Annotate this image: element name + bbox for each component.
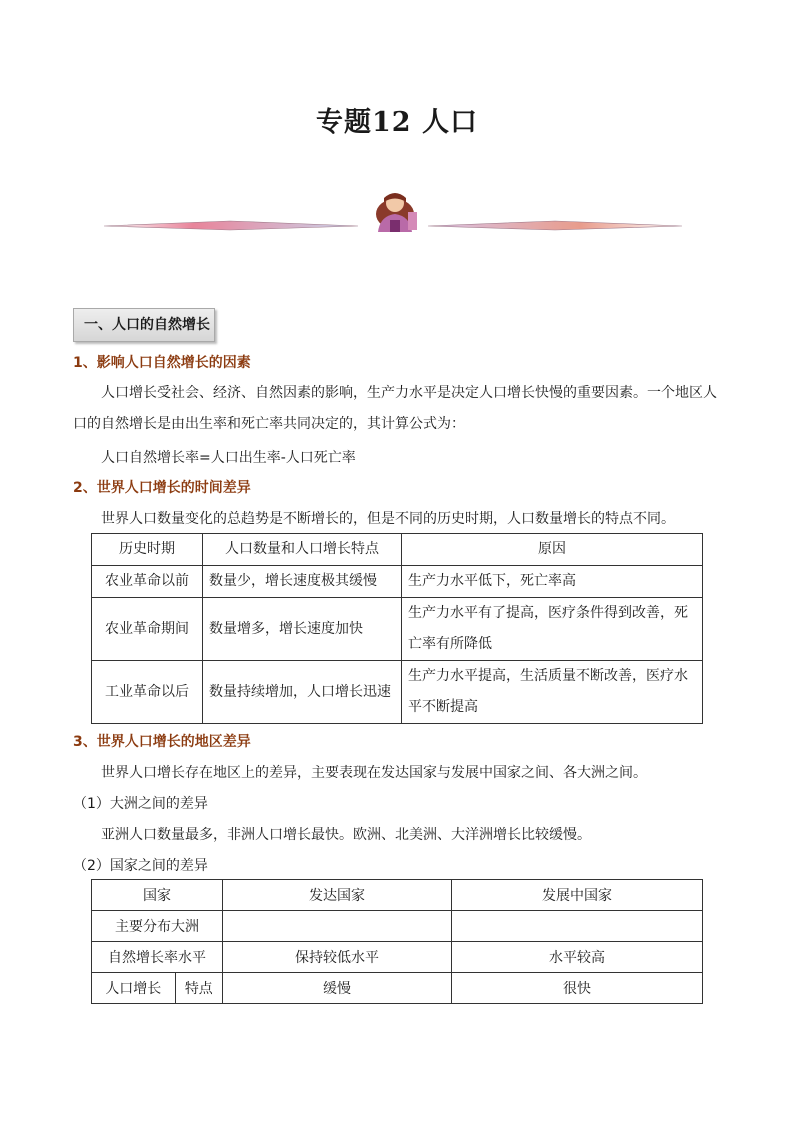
heading-time-differences: 2、世界人口增长的时间差异 [73,480,251,496]
table-cell: 水平较高 [452,942,703,973]
table-cell: 自然增长率水平 [92,942,223,973]
table-row [92,973,703,1004]
table-row [92,598,703,661]
paragraph-factors: 人口增长受社会、经济、自然因素的影响，生产力水平是决定人口增长快慢的重要因素。一个地区人口的自然增长是由出生率和死亡率共同决定的，其计算公式为： [73,385,717,432]
table-cell [223,911,452,942]
banner-right-bar [428,221,682,230]
table-cell: 很快 [452,973,703,1004]
table-cell: 农业革命以前 [92,566,203,598]
table-cell: 工业革命以后 [92,661,203,724]
table-row [92,942,703,973]
table-cell: 主要分布大洲 [92,911,223,942]
table-cell: 生产力水平低下，死亡率高 [402,566,703,598]
table-cell: 特点 [175,973,222,1004]
table-cell: 数量少，增长速度极其缓慢 [203,566,402,598]
table-row [92,661,703,724]
table-cell: 生产力水平有了提高，医疗条件得到改善，死亡率有所降低 [402,598,703,661]
paragraph-regional-differences: 世界人口增长存在地区上的差异，主要表现在发达国家与发展中国家之间、各大洲之间。 [101,765,647,781]
table-header: 历史时期 [92,534,203,566]
heading-factors: 1、影响人口自然增长的因素 [73,355,251,371]
paragraph-time-differences: 世界人口数量变化的总趋势是不断增长的，但是不同的历史时期，人口数量增长的特点不同。 [101,511,675,527]
person-icon [376,193,417,232]
table-header-row [92,880,703,911]
table-row [92,911,703,942]
table-cell: 保持较低水平 [223,942,452,973]
formula: 人口自然增长率=人口出生率-人口死亡率 [101,450,356,466]
time-difference-table [91,533,703,724]
table-cell [452,911,703,942]
table-header: 国家 [92,880,223,911]
table-cell: 数量持续增加，人口增长迅速 [203,661,402,724]
paragraph-continents: 亚洲人口数量最多，非洲人口增长最快。欧洲、北美洲、大洋洲增长比较缓慢。 [101,827,591,843]
section-heading: 一、人口的自然增长 [73,308,215,342]
subheading-continents: （1）大洲之间的差异 [73,796,208,812]
table-cell: 人口增长 [92,973,176,1004]
table-cell: 缓慢 [223,973,452,1004]
table-cell: 生产力水平提高，生活质量不断改善，医疗水平不断提高 [402,661,703,724]
subheading-countries: （2）国家之间的差异 [73,858,208,874]
banner-left-bar [104,221,358,230]
table-header: 原因 [402,534,703,566]
page-title: 专题12 人口 [316,107,478,138]
decorative-banner [100,186,690,236]
table-header: 人口数量和人口增长特点 [203,534,402,566]
table-header-row [92,534,703,566]
country-difference-table [91,879,703,1004]
table-header: 发展中国家 [452,880,703,911]
table-row [92,566,703,598]
heading-regional-differences: 3、世界人口增长的地区差异 [73,734,251,750]
table-cell: 农业革命期间 [92,598,203,661]
table-cell: 数量增多，增长速度加快 [203,598,402,661]
table-header: 发达国家 [223,880,452,911]
